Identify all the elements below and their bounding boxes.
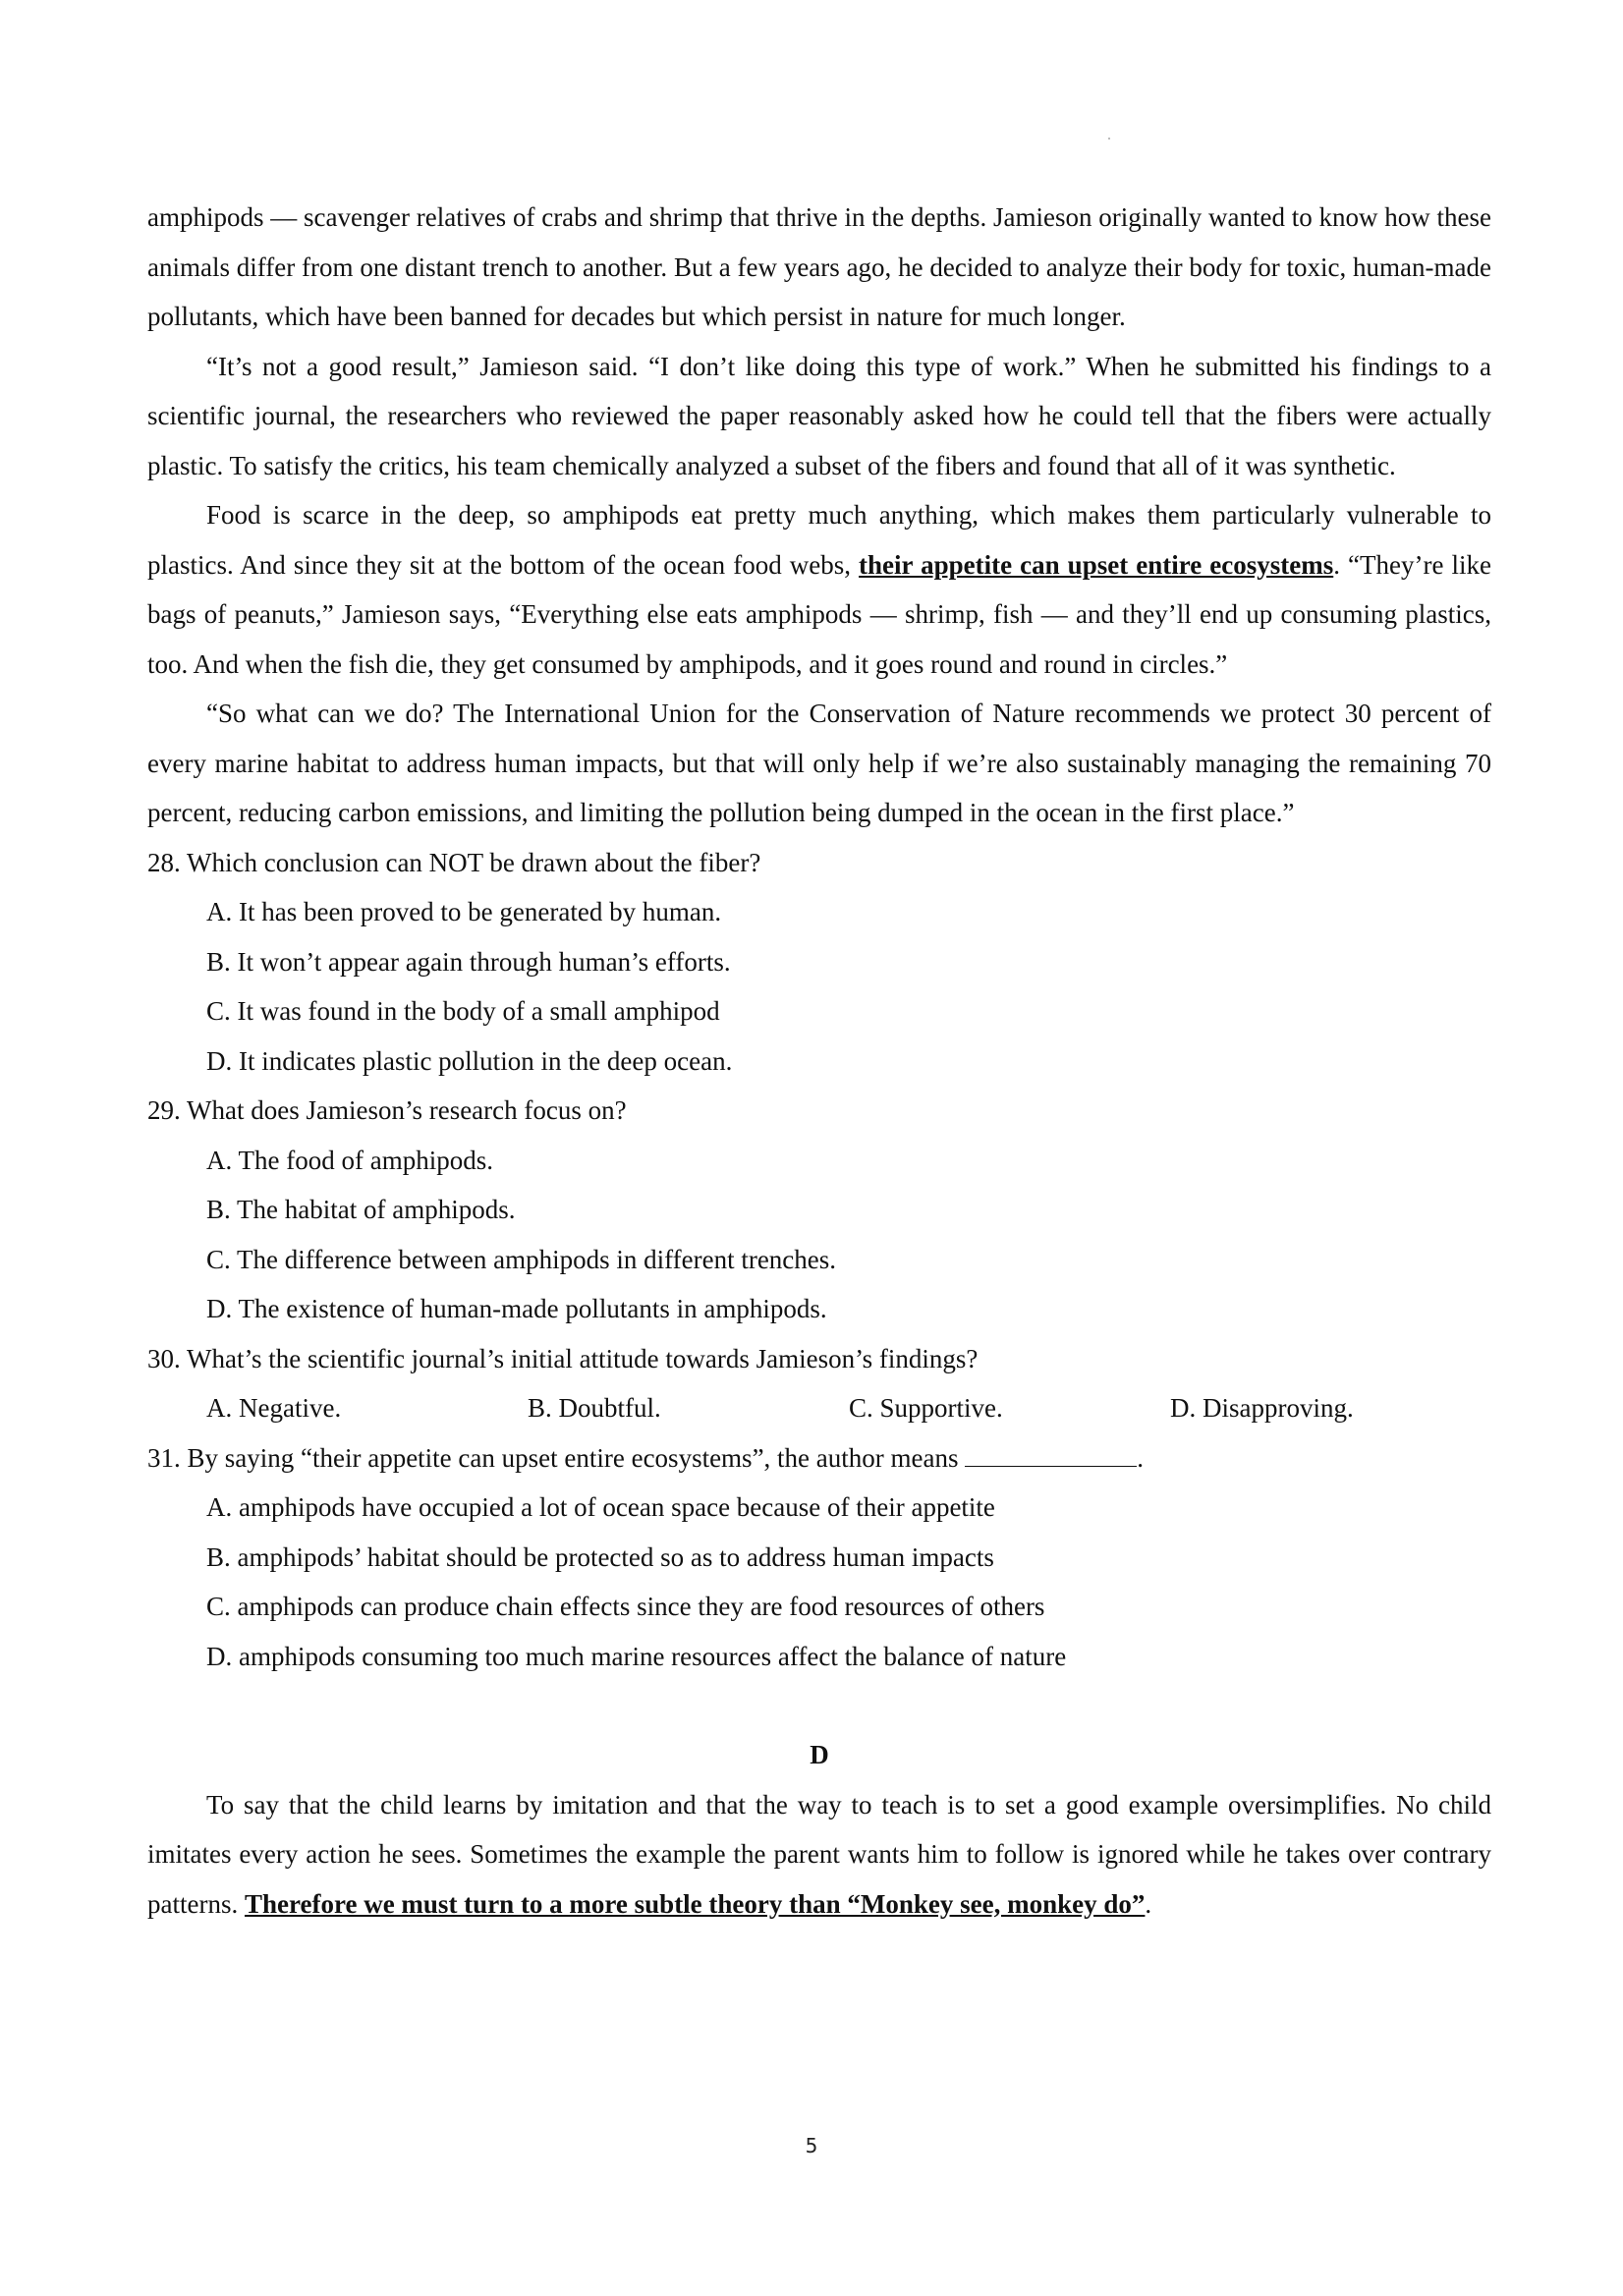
question-28-stem: 28. Which conclusion can NOT be drawn about the fiber? [147,847,761,877]
question-30-option-c: C. Supportive. [849,1393,1003,1423]
question-31-stem: 31. By saying “their appetite can upset entire ecosystems”, the author means [147,1442,959,1473]
paragraph-3-text-before: Food is scarce in the deep, so amphipods eat pretty much anything, which makes them particularly vulnerable to plastics. And since they sit at the bottom of the ocean food webs, [147,500,1491,580]
section-d-heading: D [810,1740,829,1769]
question-30-option-b: B. Doubtful. [528,1393,661,1423]
page-number: 5 [805,2134,818,2157]
scan-speck [1108,138,1110,140]
question-29-stem: 29. What does Jamieson’s research focus on? [147,1095,627,1125]
underlined-sentence-monkey: Therefore we must turn to a more subtle theory than “Monkey see, monkey do” [244,1888,1146,1919]
question-31-option-a: A. amphipods have occupied a lot of ocean space because of their appetite [206,1492,995,1522]
answer-blank [965,1446,1137,1467]
question-31-option-c: C. amphipods can produce chain effects since they are food resources of others [206,1592,1045,1621]
question-28-option-d: D. It indicates plastic pollution in the deep ocean. [206,1045,733,1076]
question-29-option-d: D. The existence of human-made pollutants in amphipods. [206,1294,827,1323]
passage-c-paragraph-3 [147,490,1491,689]
question-31-option-b: B. amphipods’ habitat should be protected so as to address human impacts [206,1541,994,1572]
paragraph-3-text-after: . “They’re like bags of peanuts,” Jamieson says, “Everything else eats amphipods — shrimp, fish — and they’ll end up consuming plastics, too. And when the fish die, they get consumed by amphipods, and it goes round and round in circles.” [147,549,1492,679]
question-28-option-b: B. It won’t appear again through human’s efforts. [206,946,731,977]
section-d-text-after: . [1145,1888,1152,1919]
section-d-text-before: To say that the child learns by imitation and that the way to teach is to set a good example oversimplifies. No child imitates every action he sees. Sometimes the example the parent wants him to follow is ignored while he takes over contrary patterns. [147,1789,1491,1919]
passage-c-paragraph-2: “It’s not a good result,” Jamieson said. “I don’t like doing this type of work.” When he submitted his findings to a scientific journal, the researchers who reviewed the paper reasonably asked how he could tell that the fibers were actually plastic. To satisfy the critics, his team chemically analyzed a subset of the fibers and found that all of it was synthetic. [147,351,1491,480]
passage-c-paragraph-4: “So what can we do? The International Union for the Conservation of Nature recommends we protect 30 percent of every marine habitat to address human impacts, but that will only help if we’re also sustainably managing the remaining 70 percent, reducing carbon emissions, and limiting the pollution being dumped in the ocean in the first place.” [147,699,1491,827]
question-29-option-a: A. The food of amphipods. [206,1145,493,1175]
question-28-option-a: A. It has been proved to be generated by human. [206,897,722,926]
passage-c-paragraph-1: amphipods — scavenger relatives of crabs and shrimp that thrive in the depths. Jamieson originally wanted to know how these animals differ from one distant trench to another. But a few years ago, he decided to analyze their body for toxic, human-made pollutants, which have been banned for decades but which persist in nature for much longer. [147,202,1491,331]
question-30-option-a: A. Negative. [206,1393,342,1423]
question-31-stem-end: . [1137,1442,1144,1473]
question-30-option-d: D. Disapproving. [1170,1393,1354,1423]
question-31-option-d: D. amphipods consuming too much marine resources affect the balance of nature [206,1641,1067,1671]
question-29-option-c: C. The difference between amphipods in different trenches. [206,1244,837,1274]
question-28-option-c: C. It was found in the body of a small amphipod [206,996,720,1026]
question-30-options [147,1383,1491,1433]
underlined-phrase-appetite: their appetite can upset entire ecosystems [859,549,1334,580]
question-29-option-b: B. The habitat of amphipods. [206,1195,516,1224]
question-31-stem-line [147,1433,1491,1484]
question-30-stem: 30. What’s the scientific journal’s initial attitude towards Jamieson’s findings? [147,1343,979,1373]
exam-page [147,193,1491,1929]
section-d-paragraph-1 [147,1780,1491,1930]
